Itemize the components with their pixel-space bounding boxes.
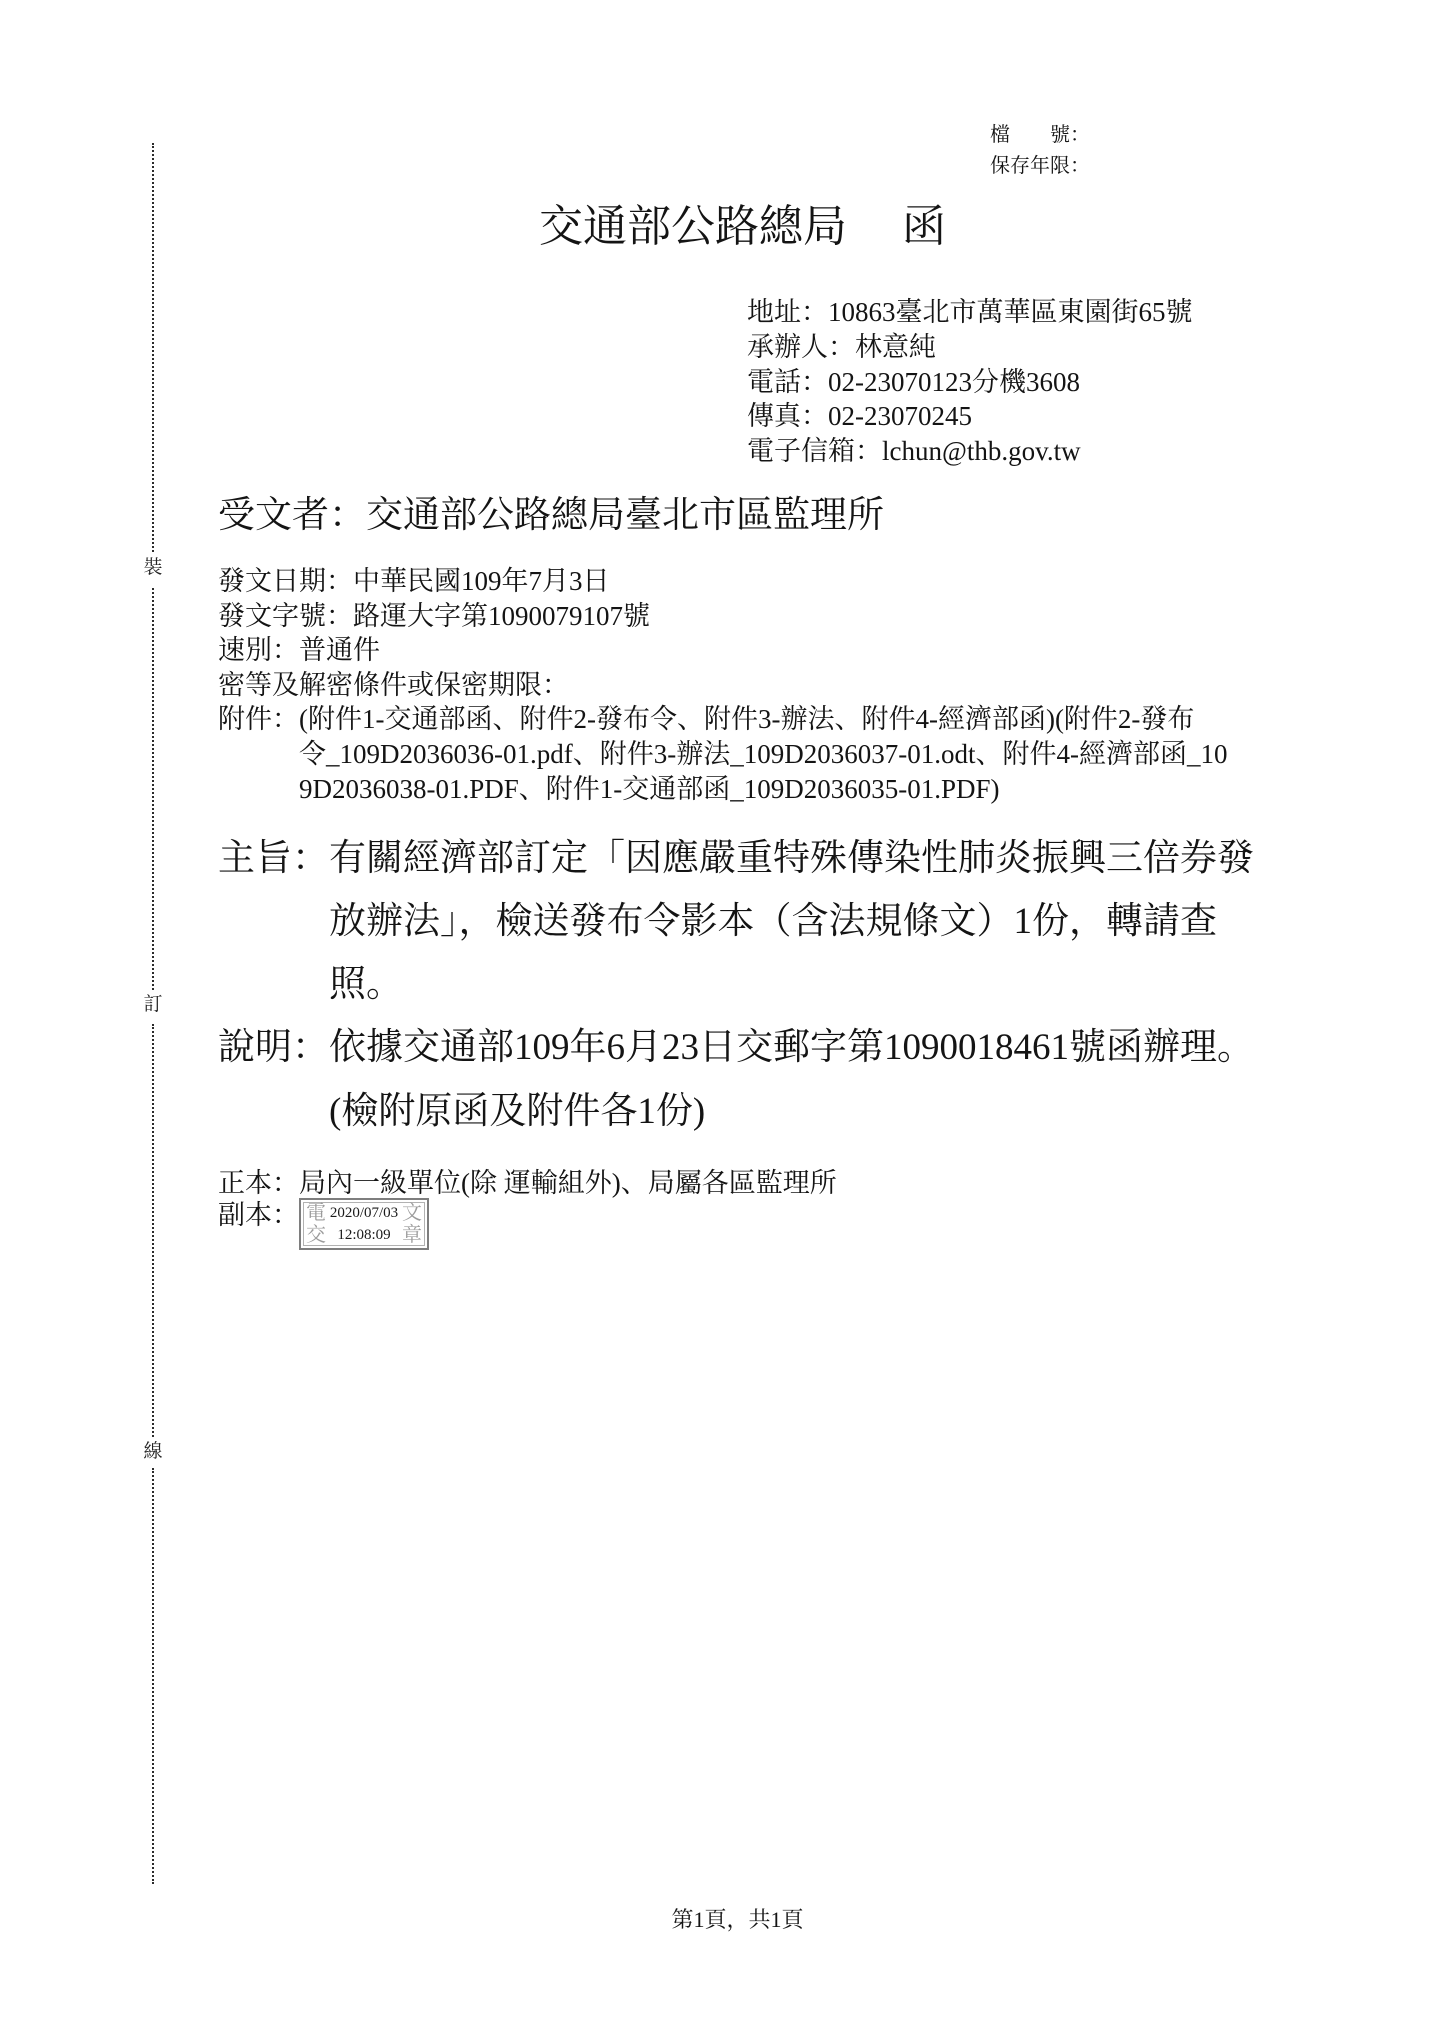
stamp-glyph: 章 (402, 1224, 422, 1246)
recipient-line (218, 491, 884, 541)
meta-label: 發文字號： (218, 600, 353, 631)
document-type: 函 (902, 202, 946, 251)
contact-block (747, 295, 1193, 469)
contact-value: 10863臺北市萬華區東園街65號 (828, 297, 1193, 327)
contact-value: lchun@thb.gov.tw (882, 436, 1081, 467)
attachment-line: (附件1-交通部函、附件2-發布令、附件3-辦法、附件4-經濟部函)(附件2-發布 (299, 704, 1195, 735)
explanation-line: 依據交通部109年6月23日交郵字第1090018461號函辦理。 (329, 1027, 1254, 1068)
subject-line: 照。 (329, 964, 403, 1005)
attachment-lines (299, 702, 1227, 806)
contact-value: 林意純 (855, 331, 936, 362)
distribution-label: 副本： (218, 1200, 299, 1230)
stamp-glyph: 電 (306, 1202, 326, 1224)
contact-value: 02-23070123分機3608 (828, 366, 1080, 397)
meta-issue-date (218, 564, 1227, 599)
subject-line: 放辦法」，檢送發布令影本（含法規條文）1份，轉請查 (329, 901, 1217, 942)
contact-handler (747, 330, 1193, 365)
subject-label: 主旨： (218, 838, 329, 879)
subject-section (218, 827, 1254, 1016)
distribution-label: 正本： (218, 1168, 299, 1198)
subject-line: 有關經濟部訂定「因應嚴重特殊傳染性肺炎振興三倍券發 (329, 838, 1254, 879)
meta-attachments (218, 702, 1227, 806)
binding-label-zhuang: 裝 (143, 557, 163, 578)
binding-label-xian: 線 (143, 1441, 163, 1462)
explanation-section (218, 1016, 1254, 1144)
file-number-label: 檔 號： (990, 124, 1090, 146)
recipient-label: 受文者： (218, 495, 366, 536)
contact-phone (747, 365, 1193, 400)
binding-line-segment (152, 143, 154, 552)
document-meta (218, 564, 1227, 806)
distribution-block (218, 1167, 837, 1246)
meta-value: 路運大字第1090079107號 (353, 600, 650, 631)
explanation-line: (檢附原函及附件各1份) (329, 1091, 706, 1132)
contact-fax (747, 399, 1193, 434)
stamp-time-row (306, 1224, 422, 1246)
meta-label: 發文日期： (218, 566, 353, 596)
meta-label: 密等及解密條件或保密期限： (218, 669, 569, 700)
document-title (539, 202, 946, 252)
meta-value: 普通件 (299, 635, 380, 666)
binding-label-ding: 訂 (143, 994, 163, 1015)
binding-line-segment (152, 588, 154, 990)
contact-address (747, 295, 1193, 330)
file-info (990, 120, 1090, 182)
explanation-text (329, 1016, 1254, 1144)
meta-label: 附件： (218, 704, 299, 735)
issuing-agency: 交通部公路總局 (539, 202, 847, 251)
meta-priority (218, 633, 1227, 668)
meta-document-number (218, 599, 1227, 634)
meta-confidentiality (218, 668, 1227, 703)
contact-label: 電子信箱： (747, 436, 882, 467)
binding-line-segment (152, 1024, 154, 1437)
contact-label: 地址： (747, 297, 828, 327)
contact-label: 傳真： (747, 401, 828, 432)
contact-value: 02-23070245 (828, 401, 972, 432)
stamp-glyph: 文 (402, 1202, 422, 1224)
stamp-glyph: 交 (306, 1224, 326, 1246)
e-document-exchange-stamp (299, 1198, 429, 1250)
distribution-value: 局內一級單位(除 運輸組外)、局屬各區監理所 (299, 1168, 837, 1198)
retention-period-label: 保存年限： (990, 155, 1090, 177)
explanation-label: 說明： (218, 1027, 329, 1068)
contact-label: 電話： (747, 366, 828, 397)
attachment-line: 令_109D2036036-01.pdf、附件3-辦法_109D2036037-01.odt、附件4-經濟部函_10 (299, 738, 1228, 769)
binding-line-segment (152, 1468, 154, 1884)
stamp-date: 2020/07/03 (329, 1205, 399, 1221)
contact-label: 承辦人： (747, 331, 855, 362)
contact-email (747, 434, 1193, 469)
meta-label: 速別： (218, 635, 299, 666)
recipient-value: 交通部公路總局臺北市區監理所 (366, 495, 884, 536)
page-number: 第1頁，共1頁 (671, 1907, 804, 1932)
meta-value: 中華民國109年7月3日 (353, 566, 610, 596)
original-recipients (218, 1167, 837, 1199)
stamp-date-row (306, 1202, 422, 1224)
attachment-line: 9D2036038-01.PDF、附件1-交通部函_109D2036035-01.PDF) (299, 773, 1000, 804)
subject-text (329, 827, 1254, 1016)
stamp-time: 12:08:09 (337, 1227, 391, 1243)
